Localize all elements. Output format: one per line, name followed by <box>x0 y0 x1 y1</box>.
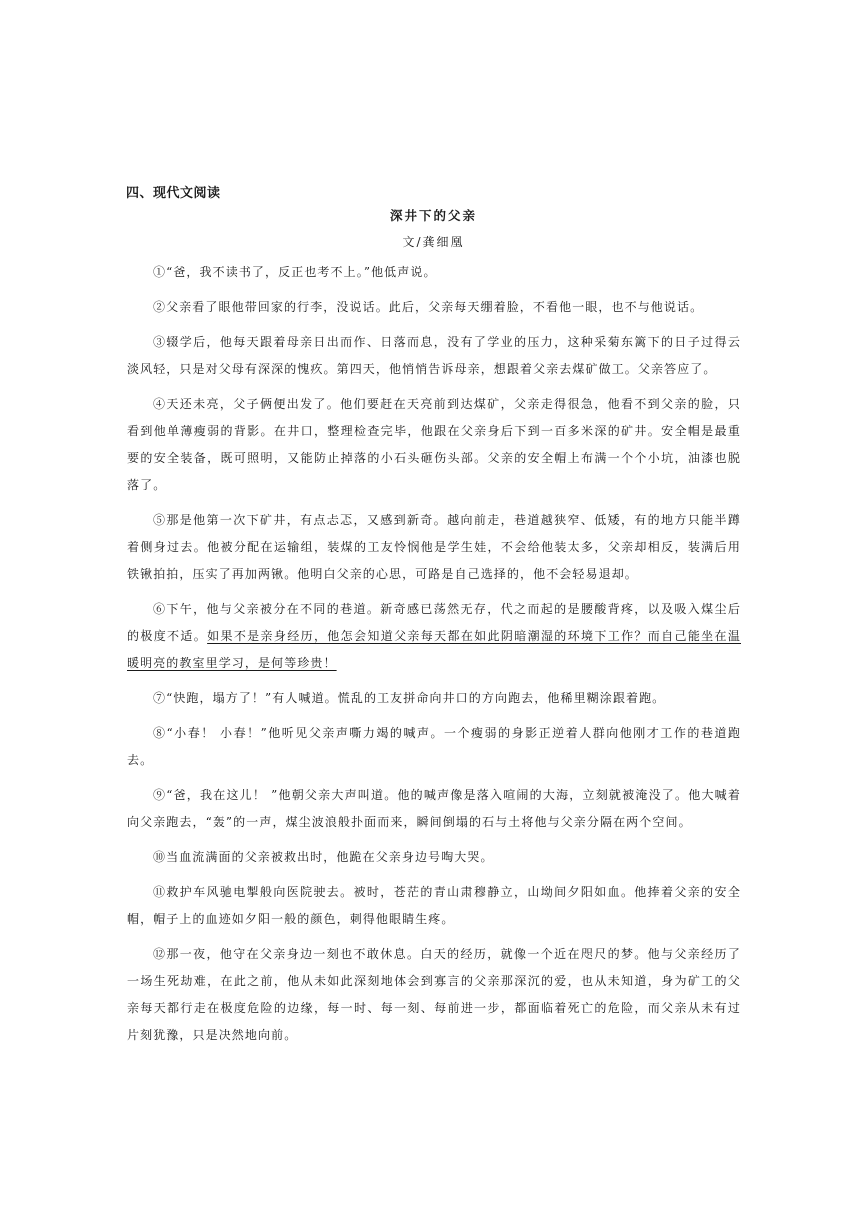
paragraph-3: ③辍学后，他每天跟着母亲日出而作、日落而息，没有了学业的压力，这种采菊东篱下的日子过得云淡风轻，只是对父母有深深的愧疚。第四天，他悄悄告诉母亲，想跟着父亲去煤矿做工。父亲答应了。 <box>127 335 741 376</box>
paragraph-4: ④天还未亮，父子俩便出发了。他们要赶在天亮前到达煤矿，父亲走得很急，他看不到父亲的脸，只看到他单薄瘦弱的背影。在井口，整理检查完毕，他跟在父亲身后下到一百多米深的矿井。安全帽是最重要的安全装备，既可照明，又能防止掉落的小石头砸伤头部。父亲的安全帽上布满一个个小坑，油漆也脱落了。 <box>127 397 741 492</box>
paragraph-6 <box>127 596 741 677</box>
paragraph-1: ①“爸，我不读书了，反正也考不上。”他低声说。 <box>153 265 437 279</box>
article-title: 深井下的父亲 <box>389 208 477 223</box>
paragraph-6-plain-text: ⑥下午，他与父亲被分在不同的巷道。新奇感已荡然无存，代之而起的是腰酸背疼，以及吸入煤尘后的极度不适。 <box>127 602 741 643</box>
paragraph-6-underlined-text: 如果不是亲身经历，他怎会知道父亲每天都在如此阴暗潮湿的环境下工作？而自己能坐在温暖明亮的教室里学习，是何等珍贵！ <box>127 629 741 670</box>
article-author: 文/龚细凰 <box>402 235 465 249</box>
paragraph-8: ⑧“小春！ 小春！”他听见父亲声嘶力竭的喊声。一个瘦弱的身影正逆着人群向他刚才工作的巷道跑去。 <box>127 726 741 767</box>
paragraph-12: ⑫那一夜，他守在父亲身边一刻也不敢休息。白天的经历，就像一个近在咫尺的梦。他与父亲经历了一场生死劫难，在此之前，他从未如此深刻地体会到寡言的父亲那深沉的爱，也从未知道，身为矿工的父亲每天都行走在极度危险的边缘，每一时、每一刻、每前进一步，都面临着死亡的危险，而父亲从未有过片刻犹豫，只是决然地向前。 <box>127 947 741 1042</box>
paragraph-5: ⑤那是他第一次下矿井，有点忐忑，又感到新奇。越向前走，巷道越狭窄、低矮，有的地方只能半蹲着侧身过去。他被分配在运输组，装煤的工友怜悯他是学生娃，不会给他装太多，父亲却相反，装满后用铁锹拍拍，压实了再加两锹。他明白父亲的心思，可路是自己选择的，他不会轻易退却。 <box>127 513 741 581</box>
paragraph-2: ②父亲看了眼他带回家的行李，没说话。此后，父亲每天绷着脸，不看他一眼，也不与他说话。 <box>153 300 704 314</box>
paragraph-10: ⑩当血流满面的父亲被救出时，他跪在父亲身边号啕大哭。 <box>153 850 494 864</box>
paragraph-11: ⑪救护车风驰电掣般向医院驶去。被时，苍茫的青山肃穆静立，山坳间夕阳如血。他捧着父亲的安全帽，帽子上的血迹如夕阳一般的颜色，刺得他眼睛生疼。 <box>127 885 741 926</box>
article-body <box>127 259 741 1057</box>
paragraph-9: ⑨“爸，我在这儿！ ”他朝父亲大声叫道。他的喊声像是落入喧闹的大海，立刻就被淹没了。他大喊着向父亲跑去，“轰”的一声，煤尘波浪般扑面而来，瞬间倒塌的石与土将他与父亲分隔在两个空间。 <box>127 788 741 829</box>
section-heading: 四、现代文阅读 <box>126 186 221 201</box>
paragraph-7: ⑦“快跑，塌方了！”有人喊道。慌乱的工友拼命向井口的方向跑去，他稀里糊涂跟着跑。 <box>153 691 666 705</box>
